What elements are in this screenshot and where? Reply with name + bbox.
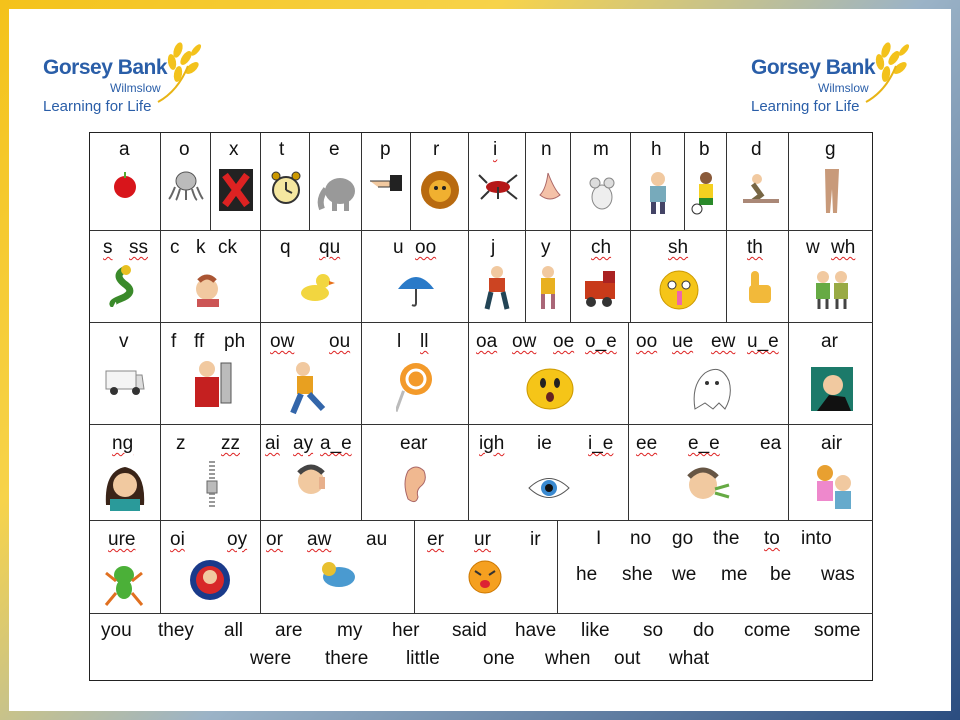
apple-icon bbox=[112, 171, 138, 199]
grapheme: w bbox=[806, 237, 820, 258]
wheat-icon bbox=[856, 36, 926, 106]
grapheme: u_e bbox=[747, 331, 779, 352]
common-word: all bbox=[224, 620, 244, 641]
common-word: do bbox=[693, 620, 715, 641]
grapheme: oo bbox=[636, 331, 658, 352]
yoyo-girl-icon bbox=[536, 265, 562, 313]
tricky-word: we bbox=[672, 564, 697, 585]
grapheme: y bbox=[541, 237, 551, 258]
grapheme: ue bbox=[672, 331, 694, 352]
common-word: one bbox=[483, 648, 515, 669]
sound-cell-ai bbox=[261, 425, 362, 521]
common-word: have bbox=[515, 620, 557, 641]
legs-icon bbox=[821, 169, 843, 215]
tricky-word: she bbox=[622, 564, 653, 585]
sound-cell-air bbox=[789, 425, 873, 521]
grapheme: g bbox=[825, 139, 836, 160]
tricky-word: go bbox=[672, 528, 694, 549]
grapheme: th bbox=[747, 237, 763, 258]
sound-cell-m bbox=[571, 133, 631, 231]
sound-cell-ee bbox=[629, 425, 789, 521]
grapheme: ew bbox=[711, 331, 736, 352]
grapheme: o bbox=[179, 139, 190, 160]
sound-cell-ff bbox=[161, 323, 261, 425]
sound-cell-ear bbox=[362, 425, 469, 521]
grapheme: r bbox=[433, 139, 440, 160]
logo-place: Wilmslow bbox=[818, 81, 869, 95]
grapheme: or bbox=[266, 529, 283, 550]
grapheme: a bbox=[119, 139, 130, 160]
sound-cell-g bbox=[789, 133, 873, 231]
sound-cell-th bbox=[727, 231, 789, 323]
grapheme: zz bbox=[221, 433, 240, 454]
sound-cell-ll bbox=[362, 323, 469, 425]
lion-icon bbox=[419, 167, 461, 213]
grapheme: k bbox=[196, 237, 206, 258]
digging-icon bbox=[743, 173, 779, 203]
grapheme: v bbox=[119, 331, 129, 352]
grapheme: ure bbox=[108, 529, 136, 550]
grapheme: ai bbox=[265, 433, 280, 454]
grapheme: ss bbox=[129, 237, 148, 258]
grapheme: d bbox=[751, 139, 762, 160]
grapheme: s bbox=[103, 237, 113, 258]
sound-cell-zz bbox=[161, 425, 261, 521]
grapheme: x bbox=[229, 139, 239, 160]
sound-cell-qu bbox=[261, 231, 362, 323]
zip-icon bbox=[203, 459, 221, 509]
sound-cell-a bbox=[90, 133, 161, 231]
grapheme: ng bbox=[112, 433, 134, 454]
school-logo-left bbox=[43, 44, 223, 134]
oi-badge-icon bbox=[189, 557, 231, 603]
sitting-children-icon bbox=[811, 463, 855, 511]
sound-cell-e bbox=[310, 133, 362, 231]
sound-cell-n bbox=[526, 133, 571, 231]
logo-name: Gorsey Bank bbox=[751, 56, 876, 79]
tricky-word: me bbox=[721, 564, 748, 585]
grapheme: u bbox=[393, 237, 404, 258]
elephant-icon bbox=[316, 171, 358, 213]
sound-cell-h bbox=[631, 133, 685, 231]
grapheme: oo bbox=[415, 237, 437, 258]
grapheme: i bbox=[493, 139, 498, 160]
sound-cell-or bbox=[261, 521, 415, 614]
van-icon bbox=[104, 365, 146, 397]
jumping-boy-icon bbox=[483, 265, 511, 313]
tricky-word: to bbox=[764, 528, 780, 549]
boy-icon bbox=[645, 171, 671, 215]
grapheme: c bbox=[170, 237, 180, 258]
disgusted-smiley-icon bbox=[467, 559, 503, 595]
sound-cell-wh bbox=[789, 231, 873, 323]
common-word: said bbox=[452, 620, 487, 641]
grapheme: sh bbox=[668, 237, 689, 258]
sound-cell-j bbox=[469, 231, 526, 323]
lollipop-icon bbox=[396, 361, 436, 415]
ear-icon bbox=[400, 463, 428, 507]
sound-cell-ure bbox=[90, 521, 161, 614]
common-word: like bbox=[581, 620, 610, 641]
sound-cell-t bbox=[261, 133, 310, 231]
wheat-icon bbox=[148, 36, 218, 106]
sound-cell-r bbox=[411, 133, 469, 231]
grapheme: ee bbox=[636, 433, 658, 454]
surprised-smiley-icon bbox=[525, 367, 575, 411]
grapheme: m bbox=[593, 139, 609, 160]
pointing-hand-icon bbox=[368, 171, 406, 193]
ghost-icon bbox=[687, 365, 735, 413]
common-word: were bbox=[250, 648, 292, 669]
logo-name: Gorsey Bank bbox=[43, 56, 168, 79]
grapheme: oe bbox=[553, 331, 575, 352]
octopus-icon bbox=[167, 169, 205, 201]
common-word: some bbox=[814, 620, 861, 641]
sound-cell-b bbox=[685, 133, 727, 231]
sound-cell-ue bbox=[629, 323, 789, 425]
grapheme: j bbox=[491, 237, 496, 258]
common-word: so bbox=[643, 620, 664, 641]
grapheme: ea bbox=[760, 433, 782, 454]
nose-icon bbox=[536, 171, 562, 203]
grapheme: ch bbox=[591, 237, 612, 258]
tricky-word: be bbox=[770, 564, 792, 585]
logo-slogan: Learning for Life bbox=[43, 98, 152, 115]
yawning-man-icon bbox=[319, 559, 359, 591]
common-word: out bbox=[614, 648, 641, 669]
grapheme: ow bbox=[512, 331, 537, 352]
grapheme: h bbox=[651, 139, 662, 160]
children-icon bbox=[811, 267, 853, 311]
umbrella-icon bbox=[396, 269, 436, 309]
grapheme: ph bbox=[224, 331, 246, 352]
logo-slogan: Learning for Life bbox=[751, 98, 860, 115]
grapheme: oi bbox=[170, 529, 185, 550]
grapheme: oa bbox=[476, 331, 498, 352]
grapheme: ear bbox=[400, 433, 428, 454]
eye-icon bbox=[527, 475, 571, 501]
sound-cell-oo bbox=[362, 231, 469, 323]
insect-icon bbox=[477, 173, 519, 201]
sound-cell-ou bbox=[261, 323, 362, 425]
grapheme: a_e bbox=[320, 433, 352, 454]
grapheme: aw bbox=[307, 529, 332, 550]
common-word: they bbox=[158, 620, 194, 641]
grapheme: er bbox=[427, 529, 444, 550]
grapheme: ir bbox=[530, 529, 541, 550]
sound-cell-p bbox=[362, 133, 411, 231]
sound-cell-y bbox=[526, 231, 571, 323]
sound-cell-er bbox=[415, 521, 558, 614]
grapheme: e_e bbox=[688, 433, 720, 454]
sound-cell-igh bbox=[469, 425, 629, 521]
grapheme: ou bbox=[329, 331, 351, 352]
listening-man-icon bbox=[295, 463, 327, 503]
duck-icon bbox=[297, 269, 335, 303]
grapheme: igh bbox=[479, 433, 505, 454]
sound-cell-i bbox=[469, 133, 526, 231]
common-word: are bbox=[275, 620, 303, 641]
sound-cell-s bbox=[90, 231, 161, 323]
common-word: my bbox=[337, 620, 363, 641]
tricky-words-box bbox=[558, 521, 873, 614]
sound-cell-o bbox=[161, 133, 211, 231]
thumbs-up-icon bbox=[741, 267, 775, 307]
tricky-word: I bbox=[596, 528, 602, 549]
grapheme: f bbox=[171, 331, 177, 352]
grapheme: qu bbox=[319, 237, 341, 258]
grapheme: ur bbox=[474, 529, 491, 550]
doctor-icon bbox=[811, 367, 853, 411]
train-icon bbox=[583, 267, 621, 309]
shush-smiley-icon bbox=[658, 269, 700, 311]
grapheme: p bbox=[380, 139, 391, 160]
clock-icon bbox=[270, 171, 302, 205]
sneezing-man-icon bbox=[685, 465, 731, 509]
singing-girl-icon bbox=[100, 461, 150, 511]
sound-cell-ng bbox=[90, 425, 161, 521]
tricky-word: he bbox=[576, 564, 598, 585]
x-factor-icon bbox=[219, 169, 253, 211]
logo-place: Wilmslow bbox=[110, 81, 161, 95]
common-words-box bbox=[90, 614, 873, 680]
frog-icon bbox=[104, 559, 144, 607]
tricky-word: the bbox=[713, 528, 740, 549]
grapheme: b bbox=[699, 139, 710, 160]
grapheme: ff bbox=[194, 331, 205, 352]
grapheme: e bbox=[329, 139, 340, 160]
grapheme: ie bbox=[537, 433, 552, 454]
grapheme: q bbox=[280, 237, 291, 258]
grapheme: ow bbox=[270, 331, 295, 352]
grapheme: ck bbox=[218, 237, 237, 258]
school-logo-right bbox=[751, 44, 931, 134]
common-word: her bbox=[392, 620, 420, 641]
sound-cell-sh bbox=[631, 231, 727, 323]
sound-cell-v bbox=[90, 323, 161, 425]
hurt-man-icon bbox=[287, 361, 333, 417]
sound-cell-ch bbox=[571, 231, 631, 323]
phone-man-icon bbox=[189, 359, 233, 415]
grapheme: i_e bbox=[588, 433, 614, 454]
common-word: little bbox=[406, 648, 440, 669]
common-word: come bbox=[744, 620, 791, 641]
grapheme: n bbox=[541, 139, 552, 160]
grapheme: oy bbox=[227, 529, 248, 550]
sound-cell-x bbox=[211, 133, 261, 231]
mouse-icon bbox=[585, 173, 619, 213]
grapheme: air bbox=[821, 433, 843, 454]
grapheme: ll bbox=[420, 331, 429, 352]
grapheme: z bbox=[176, 433, 186, 454]
grapheme: au bbox=[366, 529, 388, 550]
common-word: there bbox=[325, 648, 369, 669]
grapheme: ay bbox=[293, 433, 314, 454]
sound-cell-d bbox=[727, 133, 789, 231]
tricky-word: was bbox=[821, 564, 855, 585]
sound-cell-ar bbox=[789, 323, 873, 425]
grapheme: ar bbox=[821, 331, 838, 352]
sound-cell-oy bbox=[161, 521, 261, 614]
coughing-icon bbox=[191, 273, 227, 307]
common-word: when bbox=[545, 648, 591, 669]
grapheme: t bbox=[279, 139, 285, 160]
footballer-icon bbox=[691, 171, 721, 215]
grapheme: o_e bbox=[585, 331, 617, 352]
sound-cell-ck bbox=[161, 231, 261, 323]
common-word: what bbox=[669, 648, 710, 669]
grapheme: l bbox=[397, 331, 402, 352]
sound-cell-oa bbox=[469, 323, 629, 425]
tricky-word: no bbox=[630, 528, 652, 549]
common-word: you bbox=[101, 620, 132, 641]
tricky-word: into bbox=[801, 528, 832, 549]
snake-icon bbox=[106, 265, 136, 307]
grapheme: wh bbox=[831, 237, 856, 258]
